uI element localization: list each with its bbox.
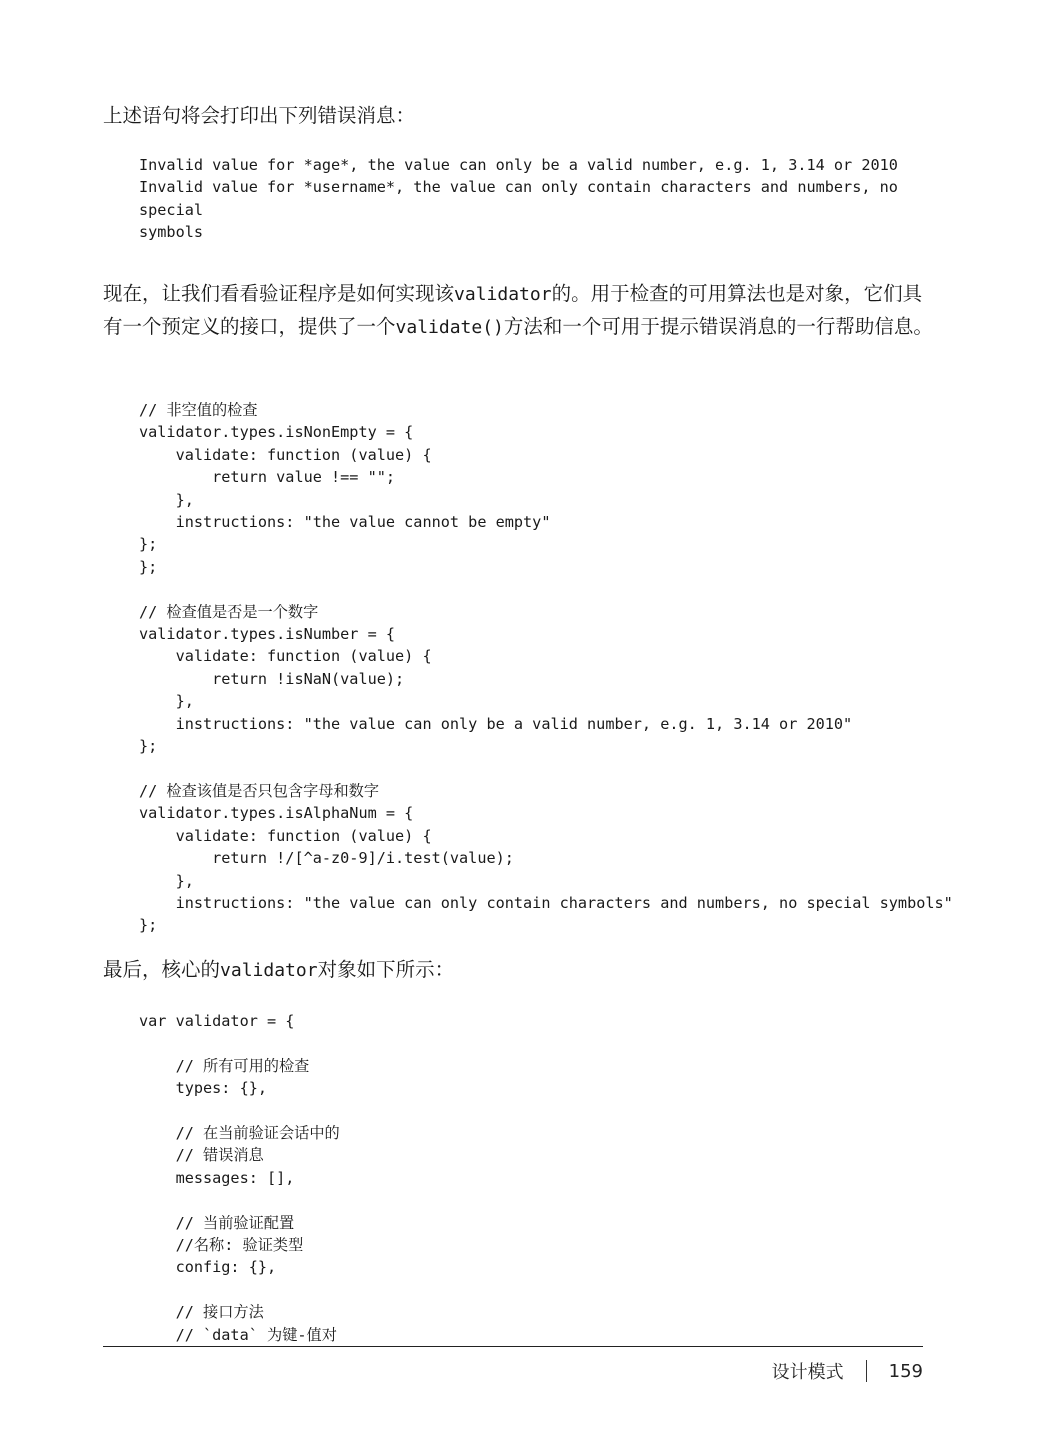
inline-code: validate() [395, 317, 504, 338]
para-text: 方法和一个可用于提示错误消息的一行帮助信息。 [503, 315, 933, 338]
footer-rule [103, 1346, 923, 1347]
validator-code-block: var validator = { // 所有可用的检查 types: {}, // 在当前验证会话中的 // 错误消息 messages: [], // 当前验证配置 //名称: 验证类型 config: {}, // 接口方法 // `data` 为键-值对 [139, 1012, 340, 1344]
para-text: 的。用于检查的可用算法也是对象，它们具有一个预定义的接口，提供了一个 [103, 282, 923, 338]
page-number: 159 [888, 1360, 923, 1382]
inline-code: validator [454, 284, 552, 305]
footer-separator [866, 1360, 867, 1382]
footer-section-title: 设计模式 [771, 1362, 844, 1383]
checks-code-block: // 非空值的检查 validator.types.isNonEmpty = { validate: function (value) { return value !== ""; }, instructions: "the value cannot be empty" }; }; // 检查值是否是一个数字 validator.types.isNumber = { validate: function (value) { return !isNaN(value); }, instructions: "the value can only be a valid number, e.g. 1, 3.14 or 2010" }; // 检查该值是否只包含字母和数字 validator.types.isAlphaNum = { validate: function (value) { return !/[^a-z0-9]/i.test(value); }, instructions: "the value can only contain characters and numbers, no special symbols" }; [139, 401, 953, 935]
core-validator-paragraph [103, 954, 933, 987]
para-text: 最后，核心的 [103, 958, 221, 981]
error-output-block: Invalid value for *age*, the value can only be a valid number, e.g. 1, 3.14 or 2010 Invalid value for *username*, the value can only contain characters and numbers, no special symbols [139, 156, 898, 242]
description-paragraph [103, 278, 933, 344]
page-footer [772, 1356, 923, 1386]
para-text: 现在，让我们看看验证程序是如何实现该 [103, 282, 455, 305]
inline-code: validator [220, 960, 318, 981]
para-text: 对象如下所示： [317, 958, 455, 981]
intro-paragraph: 上述语句将会打印出下列错误消息： [103, 104, 416, 127]
